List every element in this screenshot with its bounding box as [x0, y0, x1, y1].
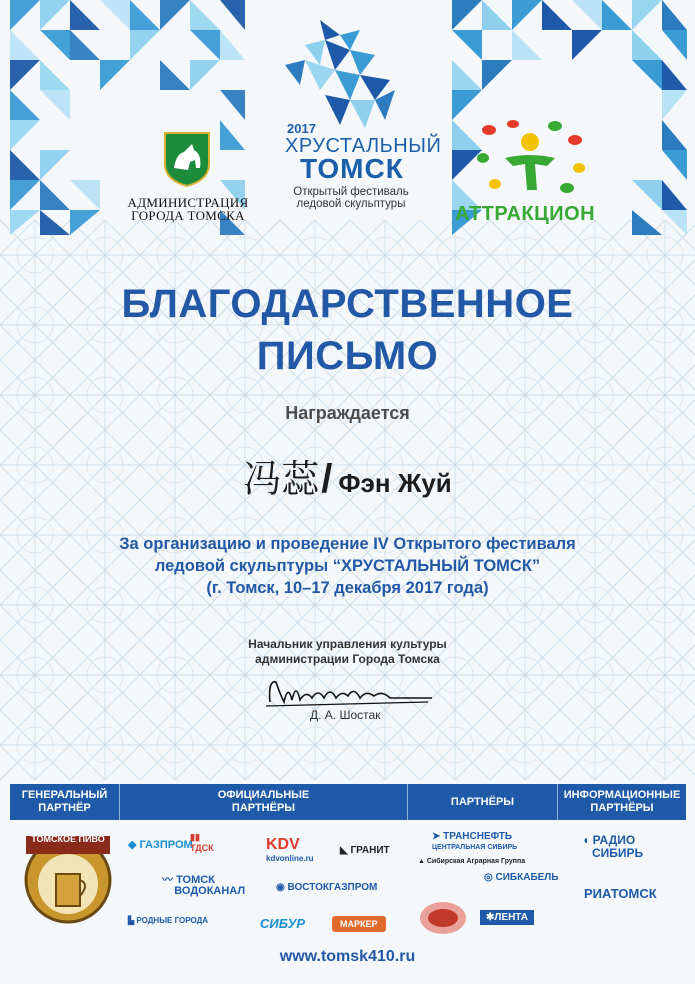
logo-subtitle	[286, 186, 416, 210]
header-line: ПАРТНЁРЫ	[590, 802, 654, 814]
media-partners-header	[558, 784, 686, 820]
awarded-label: Награждается	[285, 403, 410, 423]
gazprom-logo: ◆ ГАЗПРОМ	[128, 839, 193, 851]
signer-position	[0, 637, 695, 667]
partners-header	[408, 784, 558, 820]
transneft-logo: ➤ ТРАНСНЕФТЬ ЦЕНТРАЛЬНАЯ СИБИРЬ	[432, 831, 518, 851]
logo-subtitle-line-1: Открытый фестиваль	[293, 186, 409, 198]
vodokanal-logo: 〰 ТОМСК ВОДОКАНАЛ	[162, 874, 246, 897]
signer-line-2: администрации Города Томска	[255, 652, 440, 666]
radio-text-1: РАДИО	[592, 833, 636, 847]
vodokanal-text-1: ТОМСК	[176, 874, 215, 886]
recipient-name	[0, 448, 695, 503]
signer-line-1: Начальник управления культуры	[248, 637, 447, 651]
header-line: ПАРТНЁР	[38, 802, 91, 814]
city-administration-label	[118, 196, 258, 222]
signer-name: Д. А. Шостак	[310, 708, 381, 722]
tdsk-text: ТДСК	[190, 843, 214, 853]
header-line: ПАРТНЁРЫ	[231, 802, 296, 814]
recipient-name-russian: Фэн Жуй	[338, 468, 452, 498]
ria-tomsk-logo	[584, 886, 657, 901]
attraction-figure-icon	[475, 120, 585, 205]
rodnye-goroda-logo: ▙ РОДНЫЕ ГОРОДА	[128, 916, 209, 925]
sibur-logo	[260, 916, 305, 931]
admin-line-1: АДМИНИСТРАЦИЯ	[127, 195, 249, 210]
recipient-separator: /	[321, 457, 333, 501]
kdv-text: KDV	[266, 836, 300, 853]
attraction-logo-text: АТТРАКЦИОН	[455, 203, 596, 225]
website-link[interactable]: www.tomsk410.ru	[279, 948, 416, 965]
tomsk-coat-of-arms-icon	[162, 130, 212, 188]
logo-title-line-1: ХРУСТАЛЬНЫЙ	[285, 135, 442, 157]
reason-line-2: ледовой скульптуры “ХРУСТАЛЬНЫЙ ТОМСК”	[154, 557, 541, 575]
kdv-site: kdvonline.ru	[266, 854, 314, 863]
transneft-subtitle: ЦЕНТРАЛЬНАЯ СИБИРЬ	[432, 844, 518, 851]
header-line: ПАРТНЁРЫ	[450, 795, 515, 808]
reason-line-3: (г. Томск, 10–17 декабря 2017 года)	[206, 579, 489, 597]
sibkabel-logo: ◎ СИБКАБЕЛЬ	[484, 872, 559, 883]
granit-text: ГРАНИТ	[350, 845, 390, 856]
award-reason	[0, 533, 695, 599]
bakery-logo-icon	[418, 896, 468, 936]
ria-text: РИАТОМСК	[584, 886, 657, 901]
transneft-text: ТРАНСНЕФТЬ	[443, 831, 513, 842]
vostokgazprom-logo: ◉ ВОСТОКГАЗПРОМ	[276, 882, 378, 893]
header-line: ОФИЦИАЛЬНЫЕ	[217, 789, 310, 801]
tomsk-beer-label: ТОМСКОЕ ПИВО	[31, 834, 105, 844]
lenta-text: ЛЕНТА	[494, 912, 528, 923]
tdsk-logo: ▮▮ ТДСК	[190, 832, 214, 853]
header-line: ИНФОРМАЦИОННЫЕ	[563, 789, 681, 801]
radio-siberia-logo: ◖ РАДИО СИБИРЬ	[582, 833, 644, 860]
sibkabel-text: СИБКАБЕЛЬ	[495, 872, 559, 883]
header-line: ГЕНЕРАЛЬНЫЙ	[21, 789, 108, 801]
reason-line-1: За организацию и проведение IV Открытого фестиваля	[119, 535, 576, 553]
handwritten-signature	[262, 672, 437, 712]
partners-header-bar	[10, 784, 686, 820]
sib-agrar-logo: ▲ Сибирская Аграрная Группа	[418, 858, 526, 865]
radio-text-2: СИБИРЬ	[592, 846, 644, 860]
marker-logo	[332, 916, 386, 932]
sib-agrar-text: Сибирская Аграрная Группа	[426, 858, 526, 865]
granit-logo: ◣ ГРАНИТ	[340, 845, 390, 856]
marker-text: МАРКЕР	[340, 919, 378, 929]
kdv-logo	[266, 836, 314, 863]
general-partner-header	[10, 784, 120, 820]
vodokanal-text-2: ВОДОКАНАЛ	[174, 885, 246, 897]
official-partners-header	[120, 784, 408, 820]
logo-year: 2017	[287, 121, 316, 136]
lenta-logo: ✱ЛЕНТА	[480, 910, 534, 925]
recipient-name-chinese: 冯蕊	[243, 457, 320, 501]
admin-line-2: ГОРОДА ТОМСКА	[131, 208, 245, 223]
logo-title-line-2: ТОМСК	[300, 153, 404, 184]
rodnye-text: РОДНЫЕ ГОРОДА	[136, 916, 209, 925]
sibur-text: СИБУР	[260, 916, 306, 931]
vostokgazprom-text: ВОСТОКГАЗПРОМ	[287, 882, 378, 893]
letter-title-line-1: БЛАГОДАРСТВЕННОЕ	[121, 282, 574, 326]
letter-title-line-2: ПИСЬМО	[256, 334, 439, 378]
logo-subtitle-line-2: ледовой скульптуры	[296, 198, 406, 210]
gazprom-text: ГАЗПРОМ	[139, 839, 193, 851]
